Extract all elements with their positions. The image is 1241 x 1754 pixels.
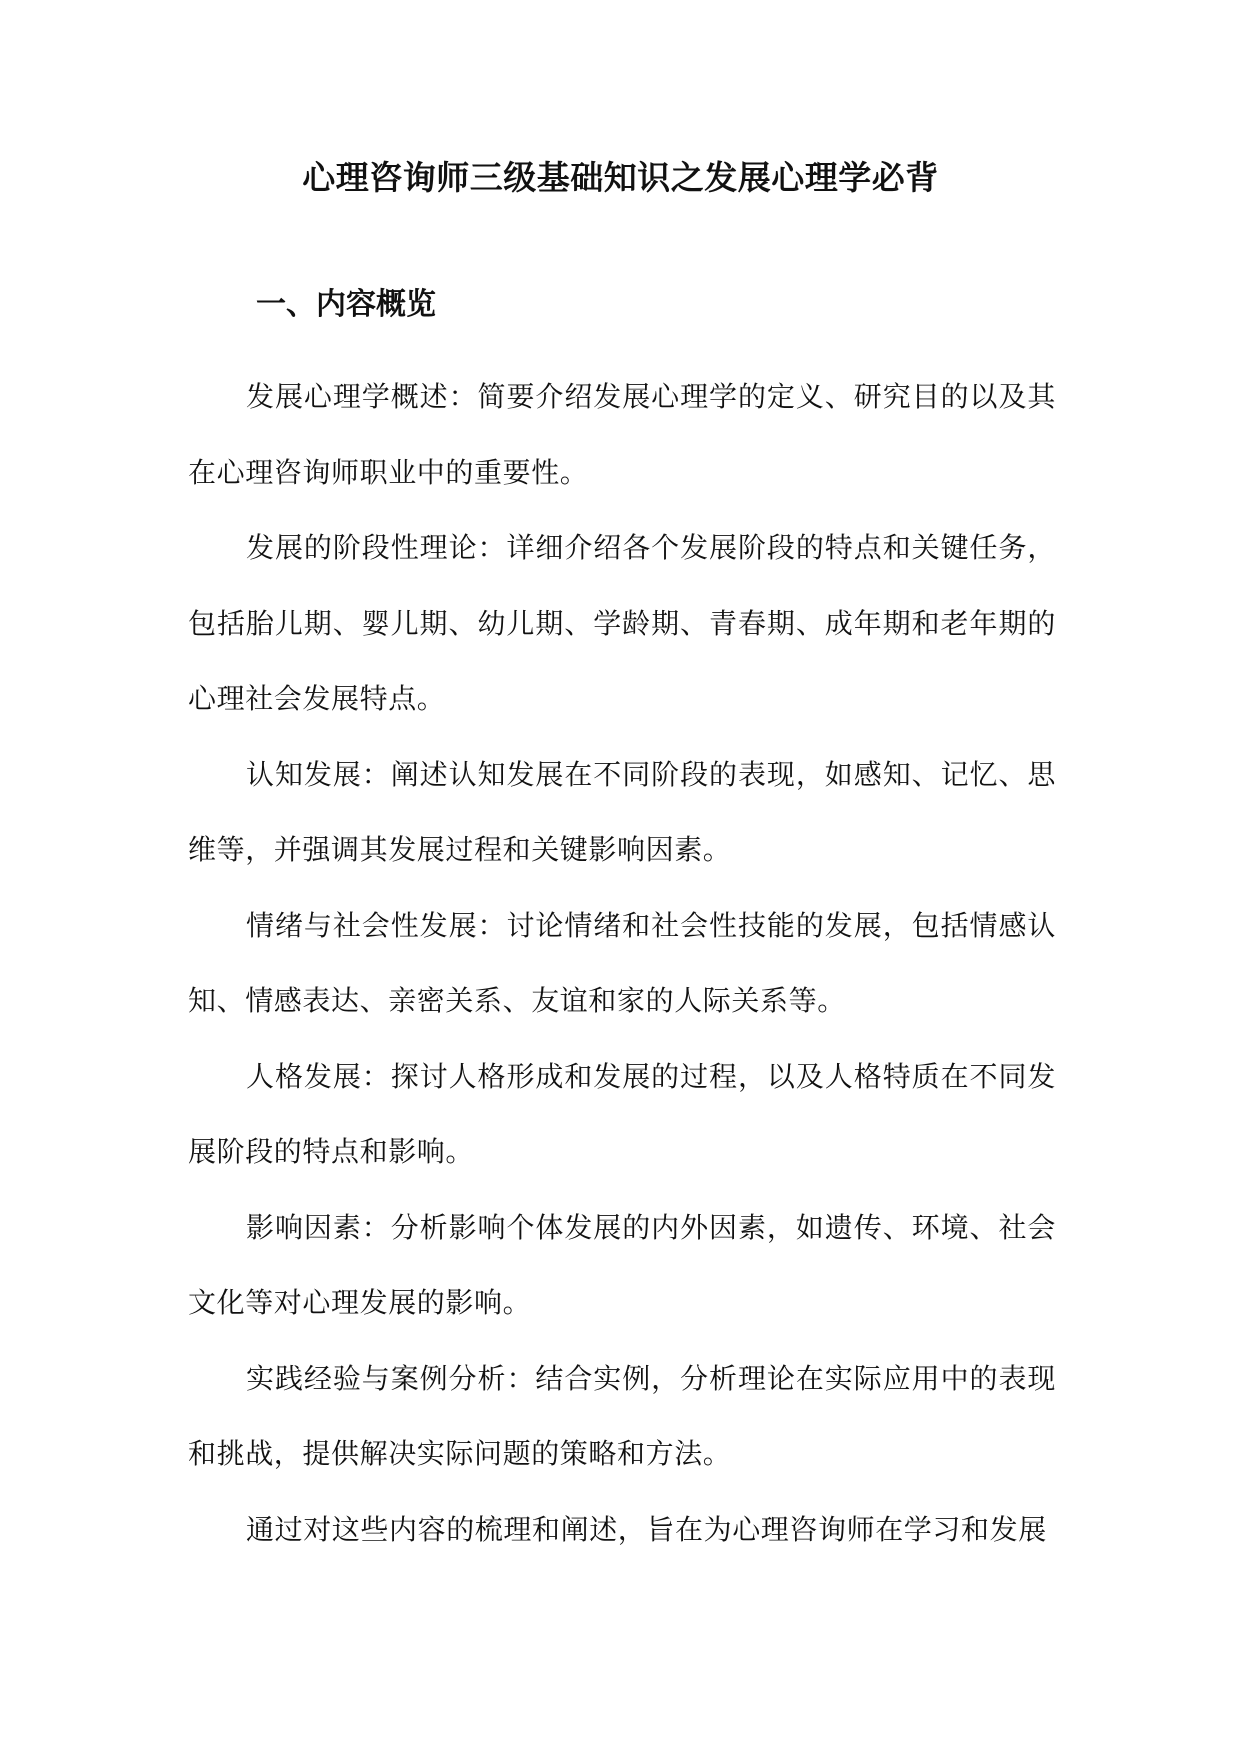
paragraph: 人格发展：探讨人格形成和发展的过程，以及人格特质在不同发展阶段的特点和影响。 [188,1059,1056,1168]
body-text [188,359,1056,1567]
paragraph: 通过对这些内容的梳理和阐述，旨在为心理咨询师在学习和发展 [246,1512,1047,1546]
paragraph: 发展的阶段性理论：详细介绍各个发展阶段的特点和关键任务，包括胎儿期、婴儿期、幼儿期、学龄期、青春期、成年期和老年期的心理社会发展特点。 [188,531,1056,715]
paragraph: 情绪与社会性发展：讨论情绪和社会性技能的发展，包括情感认知、情感表达、亲密关系、友谊和家的人际关系等。 [188,908,1056,1017]
paragraph: 实践经验与案例分析：结合实例，分析理论在实际应用中的表现和挑战，提供解决实际问题的策略和方法。 [188,1361,1056,1470]
page-title: 心理咨询师三级基础知识之发展心理学必背 [302,158,939,197]
paragraph: 影响因素：分析影响个体发展的内外因素，如遗传、环境、社会文化等对心理发展的影响。 [188,1210,1056,1319]
paragraph: 认知发展：阐述认知发展在不同阶段的表现，如感知、记忆、思维等，并强调其发展过程和关键影响因素。 [188,757,1056,866]
section-heading: 一、内容概览 [256,287,436,322]
paragraph: 发展心理学概述：简要介绍发展心理学的定义、研究目的以及其在心理咨询师职业中的重要性。 [188,380,1056,489]
